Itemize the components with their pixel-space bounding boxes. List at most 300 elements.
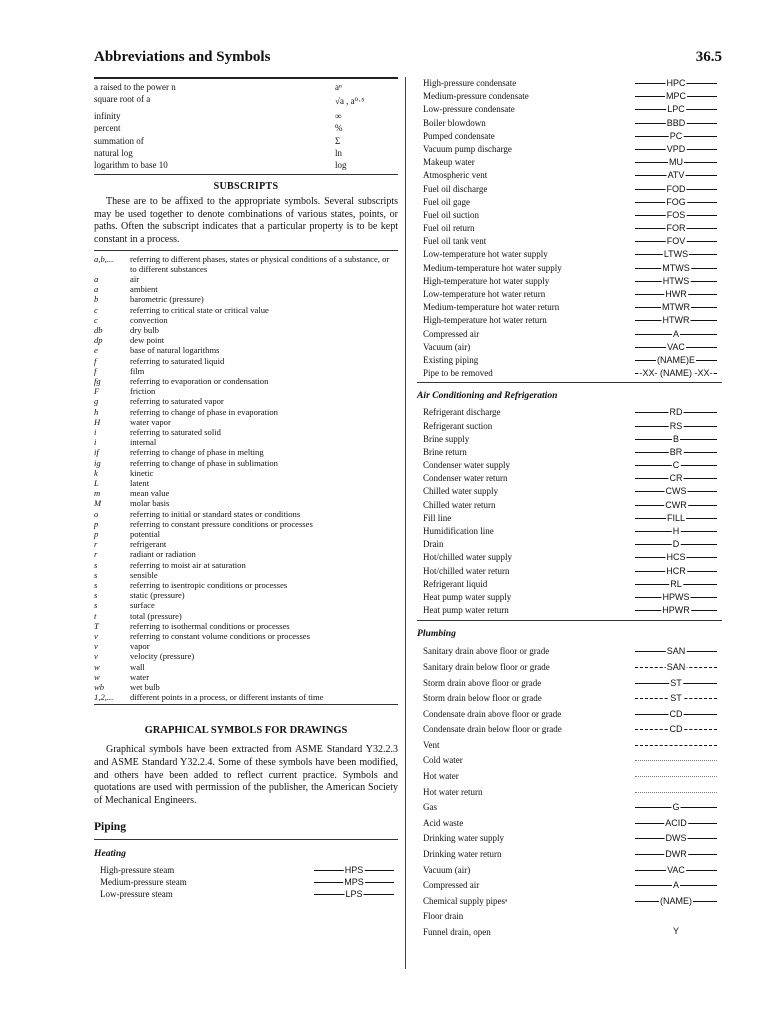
- math-symbol: %: [335, 123, 343, 134]
- symbol-label: Sanitary drain above floor or grade: [423, 646, 550, 657]
- subscript-row: [94, 284, 398, 294]
- pipe-line-symbol: [635, 157, 717, 168]
- subscript-desc: mean value: [130, 488, 170, 499]
- symbol-row: [417, 578, 722, 591]
- symbol-label: Chemical supply pipesᵃ: [423, 895, 508, 906]
- symbol-row: [417, 183, 722, 196]
- pipe-line-symbol: [635, 817, 717, 828]
- subscript-key: v: [94, 651, 98, 662]
- subscript-desc: referring to change of phase in sublimation: [130, 457, 278, 468]
- subscript-key: w: [94, 671, 100, 682]
- subscript-desc: dry bulb: [130, 324, 159, 335]
- subscript-row: [94, 447, 398, 457]
- subscript-key: db: [94, 324, 103, 335]
- subscript-row: [94, 600, 398, 610]
- pipe-code: (NAME)E: [657, 354, 695, 365]
- symbol-row: [94, 876, 398, 888]
- subscript-desc: kinetic: [130, 467, 154, 478]
- pipe-line-symbol: [635, 646, 717, 657]
- subscript-row: [94, 631, 398, 641]
- math-row: [94, 147, 398, 159]
- pipe-line-symbol: [635, 776, 717, 778]
- subscript-desc: air: [130, 273, 140, 284]
- pipe-line-symbol: [314, 877, 394, 888]
- pipe-code: RL: [670, 578, 682, 589]
- pipe-line-symbol: [635, 275, 717, 286]
- pipe-code: D: [672, 539, 680, 550]
- pipe-code: FILL: [666, 512, 686, 523]
- pipe-code: ST: [670, 677, 682, 688]
- symbol-label: Pipe to be removed: [423, 368, 493, 379]
- pipe-code: HPC: [666, 78, 686, 88]
- pipe-line-symbol: [635, 183, 717, 194]
- subscript-key: c: [94, 304, 98, 315]
- subscript-key: h: [94, 406, 99, 417]
- subscript-desc: internal: [130, 437, 157, 448]
- subscript-desc: potential: [130, 528, 161, 539]
- symbol-row: [417, 644, 722, 660]
- pipe-code: (NAME): [660, 895, 692, 906]
- subscript-row: [94, 437, 398, 447]
- symbol-label: Low-pressure condensate: [423, 104, 515, 115]
- symbol-row: [417, 800, 722, 816]
- math-symbol: Σ: [335, 135, 341, 146]
- symbol-label: Pumped condensate: [423, 130, 495, 141]
- subscript-row: [94, 305, 398, 315]
- symbol-row: [417, 878, 722, 894]
- subscript-key: w: [94, 661, 100, 672]
- subscript-desc: referring to saturated vapor: [130, 396, 224, 407]
- ac-subheading: Air Conditioning and Refrigeration: [417, 390, 558, 402]
- subscript-key: ig: [94, 457, 101, 468]
- subscript-row: [94, 386, 398, 396]
- pipe-code: MTWR: [662, 302, 690, 313]
- subscript-row: [94, 611, 398, 621]
- symbol-row: [417, 406, 722, 419]
- symbol-row: [417, 591, 722, 604]
- subscript-desc: referring to change of phase in evaporation: [130, 406, 278, 417]
- pipe-line-symbol: [635, 539, 717, 550]
- pipe-code: FOR: [666, 223, 686, 234]
- pipe-code: HTWS: [662, 275, 690, 286]
- pipe-line-symbol: [635, 143, 717, 154]
- symbol-label: Vacuum pump discharge: [423, 143, 512, 154]
- pipe-line-symbol: [635, 91, 717, 102]
- symbol-label: Cold water: [423, 755, 463, 766]
- subscript-row: [94, 682, 398, 692]
- pipe-line-symbol: [635, 420, 717, 431]
- symbol-row: [417, 196, 722, 209]
- subscript-key: r: [94, 549, 98, 560]
- subscript-key: f: [94, 355, 97, 366]
- subscript-row: [94, 549, 398, 559]
- symbol-label: Medium-pressure steam: [100, 877, 187, 888]
- pipe-line-symbol: [635, 745, 717, 747]
- symbol-row: [417, 909, 722, 925]
- page-title: Abbreviations and Symbols: [94, 49, 271, 65]
- symbol-row: [417, 676, 722, 692]
- pipe-line-symbol: [635, 433, 717, 444]
- pipe-line-symbol: [635, 661, 717, 672]
- graphical-symbols-title: GRAPHICAL SYMBOLS FOR DRAWINGS: [144, 725, 348, 737]
- subscript-key: M: [94, 498, 102, 509]
- subscript-row: [94, 672, 398, 682]
- symbol-label: Drain: [423, 539, 444, 550]
- symbol-label: Vacuum (air): [423, 864, 471, 875]
- pipe-line-symbol: [635, 130, 717, 141]
- subscript-desc: wet bulb: [130, 682, 160, 693]
- subscript-key: if: [94, 447, 99, 458]
- symbol-label: Refrigerant suction: [423, 420, 493, 431]
- symbol-row: [417, 551, 722, 564]
- pipe-code: ATV: [667, 170, 685, 181]
- pipe-line-symbol: [635, 833, 717, 844]
- page-number: 36.5: [695, 49, 722, 65]
- section-rule: [94, 250, 398, 251]
- pipe-line-symbol: [635, 512, 717, 523]
- pipe-line-symbol: [635, 708, 717, 719]
- pipe-line-symbol: [635, 223, 717, 234]
- subscript-desc: base of natural logarithms: [130, 345, 220, 356]
- pipe-line-symbol: [635, 916, 717, 917]
- symbol-row: [417, 525, 722, 538]
- subscript-key: p: [94, 518, 99, 529]
- pipe-code: SAN: [666, 646, 686, 657]
- subscript-desc: water vapor: [130, 416, 171, 427]
- symbol-label: Condenser water supply: [423, 460, 510, 471]
- plumbing-list: [417, 644, 722, 940]
- pipe-code: MPS: [344, 877, 364, 888]
- math-symbol: ∞: [335, 111, 342, 122]
- symbol-label: Vent: [423, 739, 440, 750]
- subscript-key: o: [94, 508, 99, 519]
- subscript-row: [94, 590, 398, 600]
- pipe-line-symbol: [635, 196, 717, 207]
- pipe-code: ST: [670, 693, 682, 704]
- pipe-code: DWR: [665, 849, 687, 860]
- pipe-code: CD: [669, 724, 683, 735]
- math-row: [94, 135, 398, 147]
- symbol-row: [417, 156, 722, 169]
- heating-list-right: [417, 77, 722, 380]
- subscript-key: t: [94, 610, 97, 621]
- subscript-desc: referring to change of phase in melting: [130, 447, 264, 458]
- pipe-line-symbol: [635, 209, 717, 220]
- symbol-row: [417, 169, 722, 182]
- pipe-line-symbol: [635, 565, 717, 576]
- symbol-row: [417, 130, 722, 143]
- symbol-label: Hot/chilled water supply: [423, 552, 512, 563]
- symbol-label: Boiler blowdown: [423, 117, 486, 128]
- symbol-label: Compressed air: [423, 328, 480, 339]
- subscript-row: [94, 662, 398, 672]
- math-row: [94, 159, 398, 171]
- pipe-code: FOD: [666, 183, 686, 194]
- subscript-desc: dew point: [130, 335, 165, 346]
- symbol-label: Brine return: [423, 446, 467, 457]
- symbol-row: [417, 722, 722, 738]
- pipe-code: BR: [669, 446, 683, 457]
- symbol-label: Fill line: [423, 512, 452, 523]
- subscript-row: [94, 254, 398, 274]
- subscript-key: i: [94, 437, 97, 448]
- pipe-line-symbol: [635, 78, 717, 88]
- symbol-row: [417, 472, 722, 485]
- symbol-row: [417, 354, 722, 367]
- subscript-key: a,b,...: [94, 253, 114, 264]
- graphical-symbols-intro: Graphical symbols have been extracted from ASME Standard Y32.2.3 and ASME Standard Y32.2.4. Some of these symbols have been modified, and others have been added to reflect current practice. Symbols and quotations are used with permission of the publisher, the American Society of Mechanical Engineers.: [94, 744, 398, 806]
- subscript-row: [94, 580, 398, 590]
- pipe-line-symbol: [635, 354, 717, 365]
- symbol-label: Medium-pressure condensate: [423, 91, 529, 102]
- symbol-label: Fuel oil gage: [423, 196, 470, 207]
- subscript-key: m: [94, 488, 101, 499]
- symbol-row: [417, 538, 722, 551]
- symbol-label: Hot/chilled water return: [423, 565, 510, 576]
- symbol-row: [417, 288, 722, 301]
- symbol-row: [94, 888, 398, 900]
- pipe-code: MPC: [666, 91, 686, 102]
- pipe-code: C: [672, 460, 680, 471]
- symbol-label: Medium-temperature hot water return: [423, 302, 560, 313]
- pipe-line-symbol: [635, 262, 717, 273]
- subscript-row: [94, 294, 398, 304]
- symbol-label: Fuel oil discharge: [423, 183, 488, 194]
- subscript-desc: sensible: [130, 569, 158, 580]
- math-symbols-list: [94, 81, 398, 171]
- symbol-row: [417, 367, 722, 380]
- symbol-row: [417, 499, 722, 512]
- subscript-row: [94, 345, 398, 355]
- symbol-label: Low-temperature hot water supply: [423, 249, 548, 260]
- plumbing-subheading: Plumbing: [417, 628, 456, 640]
- symbol-label: Condenser water return: [423, 473, 508, 484]
- symbol-row: [417, 77, 722, 90]
- subscript-desc: different points in a process, or different instants of time: [130, 692, 324, 703]
- subscript-key: p: [94, 528, 99, 539]
- pipe-code: RD: [669, 407, 683, 418]
- pipe-code: BBD: [666, 117, 686, 128]
- math-label: natural log: [94, 147, 133, 158]
- symbol-row: [417, 894, 722, 910]
- subscript-desc: convection: [130, 314, 168, 325]
- subscript-row: [94, 519, 398, 529]
- subscript-row: [94, 315, 398, 325]
- page-header: [94, 49, 722, 67]
- pipe-code: B: [672, 433, 680, 444]
- pipe-line-symbol: [635, 117, 717, 128]
- symbol-row: [417, 301, 722, 314]
- symbol-label: Gas: [423, 802, 437, 813]
- heating-list-left: [94, 864, 398, 900]
- pipe-code: PC: [669, 130, 683, 141]
- subscript-key: T: [94, 620, 99, 631]
- subscript-row: [94, 274, 398, 284]
- subscript-row: [94, 651, 398, 661]
- symbol-label: Compressed air: [423, 880, 480, 891]
- subscript-row: [94, 529, 398, 539]
- pipe-code: A: [672, 328, 680, 339]
- symbol-label: Refrigerant liquid: [423, 578, 488, 589]
- subscript-desc: referring to isentropic conditions or processes: [130, 580, 288, 590]
- subscript-desc: molar basis: [130, 498, 170, 509]
- subscript-desc: ambient: [130, 284, 158, 295]
- subscript-desc: surface: [130, 600, 155, 611]
- symbol-label: Funnel drain, open: [423, 927, 491, 937]
- symbol-row: [417, 769, 722, 785]
- subscript-desc: referring to critical state or critical value: [130, 304, 269, 315]
- subscript-key: fg: [94, 375, 101, 386]
- symbol-label: Drinking water supply: [423, 833, 504, 844]
- symbol-label: Low-temperature hot water return: [423, 289, 546, 299]
- subscript-key: s: [94, 600, 98, 611]
- pipe-code: HCR: [666, 565, 686, 576]
- symbol-label: High-pressure steam: [100, 865, 175, 876]
- subscript-key: v: [94, 631, 98, 642]
- subscript-row: [94, 478, 398, 488]
- symbol-row: [417, 314, 722, 327]
- pipe-code: VPD: [666, 143, 686, 154]
- pipe-line-symbol: [635, 792, 717, 794]
- pipe-line-symbol: [635, 289, 717, 299]
- symbol-label: Hot water: [423, 771, 459, 782]
- subscript-row: [94, 366, 398, 376]
- symbol-row: [417, 660, 722, 676]
- symbol-row: [417, 816, 722, 832]
- symbol-label: Hot water return: [423, 786, 483, 797]
- pipe-line-symbol: [635, 499, 717, 510]
- symbol-row: [417, 446, 722, 459]
- subscript-desc: referring to evaporation or condensation: [130, 375, 269, 386]
- symbol-row: [94, 864, 398, 876]
- subscript-key: s: [94, 590, 98, 601]
- subscript-key: a: [94, 273, 99, 284]
- symbol-label: Fuel oil return: [423, 223, 475, 234]
- subscript-row: [94, 468, 398, 478]
- pipe-line-symbol: [635, 446, 717, 457]
- subscript-desc: referring to constant pressure conditions or processes: [130, 518, 313, 529]
- pipe-line-symbol: [635, 760, 717, 762]
- subscript-key: L: [94, 477, 99, 488]
- pipe-line-symbol: [635, 341, 717, 352]
- subscript-desc: wall: [130, 661, 145, 672]
- symbol-label: High-temperature hot water supply: [423, 275, 550, 286]
- subscript-row: [94, 325, 398, 335]
- pipe-code: SAN: [666, 661, 686, 672]
- subscript-key: F: [94, 386, 100, 397]
- symbol-label: Sanitary drain below floor or grade: [423, 661, 550, 672]
- symbol-row: [417, 565, 722, 578]
- pipe-code: CR: [669, 473, 683, 484]
- subscript-row: [94, 376, 398, 386]
- symbol-label: High-temperature hot water return: [423, 315, 547, 326]
- math-row: [94, 122, 398, 134]
- pipe-code: HCS: [666, 552, 686, 563]
- symbol-label: Acid waste: [423, 817, 464, 828]
- left-column: [94, 77, 398, 900]
- pipe-code: LPC: [667, 104, 685, 115]
- subscript-desc: refrigerant: [130, 539, 167, 550]
- subscript-row: [94, 621, 398, 631]
- pipe-line-symbol: [635, 605, 717, 616]
- subscript-desc: radiant or radiation: [130, 549, 196, 560]
- subscript-key: r: [94, 539, 98, 550]
- symbol-row: [417, 341, 722, 354]
- pipe-line-symbol: [635, 693, 717, 704]
- pipe-line-symbol: [635, 460, 717, 471]
- symbol-label: Heat pump water supply: [423, 591, 512, 602]
- pipe-code: FOS: [666, 209, 686, 220]
- symbol-row: [417, 707, 722, 723]
- subscript-desc: referring to moist air at saturation: [130, 559, 246, 570]
- symbol-row: [417, 420, 722, 433]
- pipe-code: HPS: [344, 865, 364, 876]
- symbol-label: Brine supply: [423, 433, 470, 444]
- symbol-row: [417, 275, 722, 288]
- pipe-line-symbol: [635, 170, 717, 181]
- pipe-code: FOV: [666, 236, 686, 247]
- subscript-desc: friction: [130, 386, 156, 397]
- pipe-code: LTWS: [663, 249, 689, 260]
- symbol-row: [417, 831, 722, 847]
- symbol-label: Heat pump water return: [423, 605, 509, 616]
- symbol-row: [417, 738, 722, 754]
- pipe-code: CD: [669, 708, 683, 719]
- symbol-row: [417, 485, 722, 498]
- symbol-row: [417, 691, 722, 707]
- pipe-code: CWS: [665, 486, 687, 497]
- subscript-row: [94, 458, 398, 468]
- subscript-desc: latent: [130, 477, 150, 488]
- piping-rule: [94, 839, 398, 840]
- subscript-row: [94, 396, 398, 406]
- heating-subheading: Heating: [94, 848, 126, 860]
- subscript-desc: film: [130, 365, 145, 376]
- subscripts-title: SUBSCRIPTS: [213, 181, 279, 193]
- subscript-desc: static (pressure): [130, 590, 185, 601]
- pipe-line-symbol: [635, 926, 717, 936]
- pipe-line-symbol: [635, 104, 717, 115]
- symbol-row: [417, 863, 722, 879]
- pipe-code: FOG: [666, 196, 686, 207]
- top-rule: [94, 77, 398, 79]
- symbol-row: [417, 222, 722, 235]
- subscript-desc: water: [130, 671, 150, 682]
- pipe-line-symbol: [635, 864, 717, 875]
- subscript-desc: referring to saturated liquid: [130, 355, 225, 366]
- subscript-desc: referring to initial or standard states or conditions: [130, 508, 301, 519]
- subscript-row: [94, 641, 398, 651]
- symbol-label: Humidification line: [423, 526, 494, 536]
- symbol-label: Storm drain below floor or grade: [423, 693, 542, 704]
- pipe-code: HTWR: [662, 315, 690, 326]
- subscript-desc: barometric (pressure): [130, 294, 204, 305]
- symbol-row: [417, 925, 722, 941]
- pipe-line-symbol: [635, 880, 717, 891]
- pipe-code: ACID: [665, 817, 687, 828]
- pipe-code: G: [672, 802, 680, 813]
- math-label: logarithm to base 10: [94, 159, 168, 170]
- subscript-key: g: [94, 396, 99, 407]
- pipe-code: DWS: [665, 833, 687, 844]
- subscript-desc: referring to constant volume conditions or processes: [130, 631, 310, 642]
- math-symbol: log: [335, 159, 347, 170]
- column-divider: [405, 77, 406, 969]
- subscript-row: [94, 509, 398, 519]
- pipe-line-symbol: [635, 677, 717, 688]
- pipe-line-symbol: [635, 526, 717, 536]
- subscript-row: [94, 427, 398, 437]
